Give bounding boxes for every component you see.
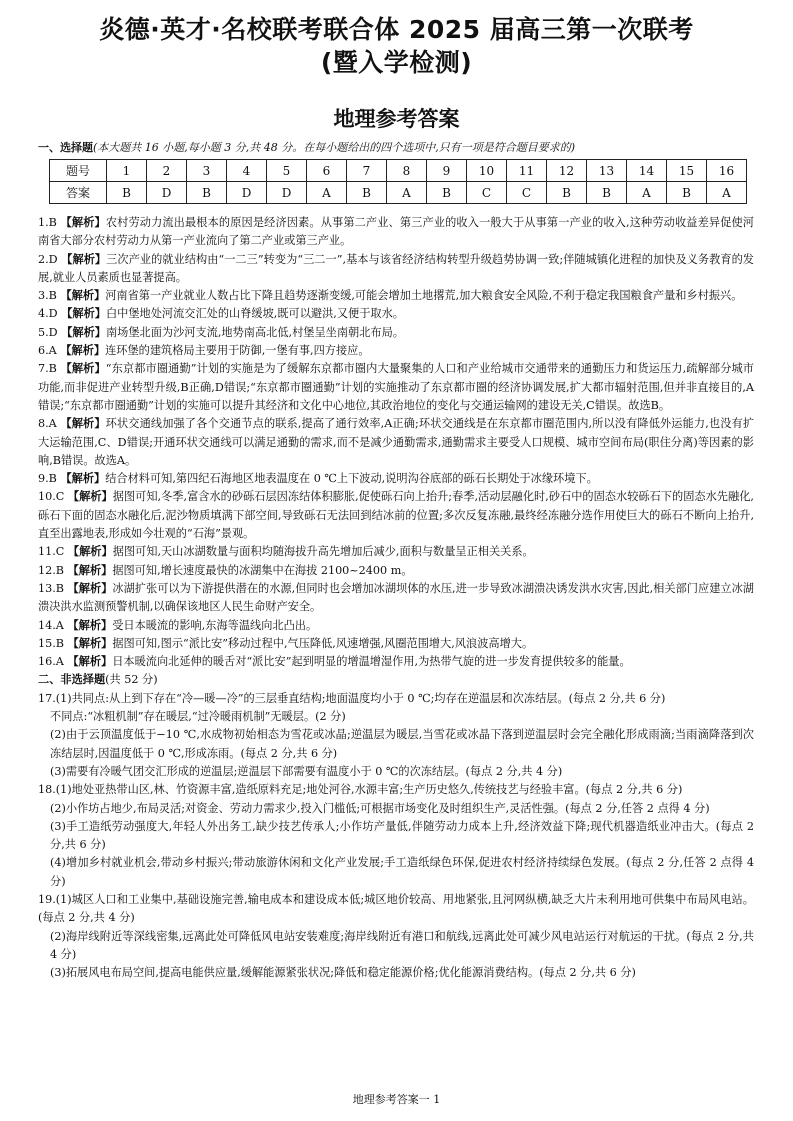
section-2-heading xyxy=(38,671,754,689)
answer-cell: D xyxy=(227,182,267,204)
explanation-text: 环状交通线加强了各个交通节点的联系,提高了通行效率,A正确;环状交通线是在东京都市圈范围内,所以没有降低外运能力,也没有扩大运输范围,C、D错误;开通环状交通线可以满足通勤的需求,而不是减少通勤需求,通勤需求主要受人口规模、城市空间布局(职住分离)等因素的影响,B错误。故选A。 xyxy=(38,417,755,467)
answer-text: (1)地处亚热带山区,林、竹资源丰富,造纸原料充足;地处河谷,水源丰富;生产历史悠久,传统技艺与经验丰富。(每点 2 分,共 6 分) xyxy=(55,783,683,797)
explanation-item xyxy=(38,562,754,580)
answer-table xyxy=(49,159,747,204)
answer-cell: B xyxy=(547,182,587,204)
explanation-text: 农村劳动力流出最根本的原因是经济因素。从事第二产业、第三产业的收入一般大于从事第一产业的收入,这种劳动收益差异促使河南省大部分农村劳动力从第一产业流向了第二产业或第三产业。 xyxy=(38,216,754,248)
question-number: 17. xyxy=(38,691,56,705)
explanation-text: 南场堡北面为沙河支流,地势南高北低,村堡呈坐南朝北布局。 xyxy=(105,325,404,339)
question-number: 7 xyxy=(347,160,387,182)
answer-cell: B xyxy=(347,182,387,204)
explanation-text: 白中堡地处河流交汇处的山脊缓坡,既可以避洪,又便于取水。 xyxy=(105,307,404,321)
answer-key: 16.A xyxy=(38,655,68,669)
answer-text: (3)拓展风电布局空间,提高电能供应量,缓解能源紧张状况;降低和稳定能源价格;优化能源消费结构。(每点 2 分,共 6 分) xyxy=(50,966,636,980)
question-17-answer xyxy=(38,690,754,781)
explanation-text: 河南省第一产业就业人数占比下降且趋势逐渐变缓,可能会增加土地撂荒,加大粮食安全风险,不利于稳定我国粮食产量和乡村振兴。 xyxy=(105,289,743,303)
explanation-item xyxy=(38,470,754,488)
explanation-item xyxy=(38,617,754,635)
analysis-tag: 【解析】 xyxy=(60,417,106,431)
answer-text: (3)手工造纸劳动强度大,年轻人外出务工,缺少技艺传承人;小作坊产量低,伴随劳动力成本上升,经济效益下降;现代机器造纸业冲击大。(每点 2 分,共 6 分) xyxy=(50,819,754,852)
explanation-text: 据图可知,增长速度最快的冰湖集中在海拔 2100~2400 m。 xyxy=(112,563,413,577)
answer-text: (1)城区人口和工业集中,基础设施完善,输电成本和建设成本低;城区地价较高、用地紧张,且河网纵横,缺乏大片未利用地可供集中布局风电站。(每点 2 分,共 4 分) xyxy=(38,892,754,925)
answer-text: (3)需要有冷暖气团交汇形成的逆温层;逆温层下部需要有温度小于 0 ℃的次冻结层。(每点 2 分,共 4 分) xyxy=(50,764,563,778)
answer-cell: D xyxy=(267,182,307,204)
answer-cell: A xyxy=(627,182,667,204)
section-1-desc: (本大题共 16 小题,每小题 3 分,共 48 分。在每小题给出的四个选项中,只有一项是符合题目要求的) xyxy=(93,141,576,154)
answer-text: (2)海岸线附近等深线密集,远离此处可降低风电站安装难度;海岸线附近有港口和航线,远离此处可减少风电站运行对航运的干扰。(每点 2 分,共 4 分) xyxy=(50,929,754,961)
question-number-row xyxy=(50,160,747,182)
analysis-tag: 【解析】 xyxy=(67,636,113,650)
answer-cell: B xyxy=(587,182,627,204)
mcq-explanation-list xyxy=(38,214,754,671)
answer-cell: A xyxy=(387,182,427,204)
question-number: 1 xyxy=(107,160,147,182)
answer-text: (1)共同点:从上到下存在“冷—暖—冷”的三层垂直结构;地面温度均小于 0 ℃;均存在逆温层和次冻结层。(每点 2 分,共 6 分) xyxy=(55,691,666,705)
answer-line xyxy=(38,781,754,799)
explanation-text: 日本暖流向北延伸的暖舌对“派比安”起到明显的增温增湿作用,为热带气旋的进一步发育提供较多的能量。 xyxy=(112,655,631,669)
answer-cell: A xyxy=(307,182,347,204)
explanation-item xyxy=(38,324,754,342)
analysis-tag: 【解析】 xyxy=(67,490,113,504)
answer-line xyxy=(38,964,754,982)
answer-cell: A xyxy=(707,182,747,204)
analysis-tag: 【解析】 xyxy=(61,325,106,339)
analysis-tag: 【解析】 xyxy=(67,618,113,632)
answer-key: 4.D xyxy=(38,307,62,321)
explanations xyxy=(38,214,754,982)
row-label-answer: 答案 xyxy=(50,182,107,204)
question-number: 8 xyxy=(387,160,427,182)
explanation-item xyxy=(38,360,754,415)
answer-cell: C xyxy=(467,182,507,204)
question-number: 3 xyxy=(187,160,227,182)
analysis-tag: 【解析】 xyxy=(60,472,106,486)
answer-key: 2.D xyxy=(38,252,62,266)
analysis-tag: 【解析】 xyxy=(67,655,113,669)
answer-key: 14.A xyxy=(38,618,68,632)
answer-key: 6.A xyxy=(38,344,61,358)
answer-row xyxy=(50,182,747,204)
section-1-heading xyxy=(38,140,575,155)
answer-key: 7.B xyxy=(38,362,61,376)
answer-key: 13.B xyxy=(38,581,68,595)
explanation-text: 据图可知,天山冰湖数量与面积均随海拔升高先增加后减少,面积与数量呈正相关关系。 xyxy=(112,545,534,559)
answer-line xyxy=(38,690,754,708)
analysis-tag: 【解析】 xyxy=(61,307,106,321)
explanation-text: “东京都市圈通勤”计划的实施是为了缓解东京都市圈内大量聚集的人口和产业给城市交通带来的通勤压力和货运压力,疏解部分城市功能,而非促进产业转型升级,B正确,D错误;“东京都市圈通勤”计划的实施推动了东京都市圈的经济协调发展,扩大都市辐射范围,但并非直接目的,A错误;“东京都市圈通勤”计划的实施可以提升其经济和文化中心地位,其政治地位的变化与交通运输网的建设无关,C错误。故选B。 xyxy=(38,362,754,412)
explanation-item xyxy=(38,580,754,617)
answer-cell: B xyxy=(427,182,467,204)
exam-title: 炎德·英才·名校联考联合体 2025 届高三第一次联考 xyxy=(99,15,694,44)
question-number: 6 xyxy=(307,160,347,182)
answer-key: 8.A xyxy=(38,417,61,431)
answer-key: 12.B xyxy=(38,563,68,577)
analysis-tag: 【解析】 xyxy=(60,289,106,303)
row-label-question: 题号 xyxy=(50,160,107,182)
answer-key: 3.B xyxy=(38,289,61,303)
explanation-text: 连环堡的建筑格局主要用于防御,一堡有事,四方接应。 xyxy=(105,344,370,358)
answer-text: (2)小作坊占地少,布局灵活;对资金、劳动力需求少,投入门槛低;可根据市场变化及时组织生产,灵活性强。(每点 2 分,任答 2 点得 4 分) xyxy=(50,801,710,815)
analysis-tag: 【解析】 xyxy=(60,344,106,358)
explanation-item xyxy=(38,415,754,470)
question-19-answer xyxy=(38,891,754,982)
answer-key: 15.B xyxy=(38,636,68,650)
question-number: 19. xyxy=(38,892,56,906)
analysis-tag: 【解析】 xyxy=(61,252,107,266)
explanation-text: 受日本暖流的影响,东海等温线向北凸出。 xyxy=(112,618,318,632)
explanation-item xyxy=(38,488,754,543)
answer-cell: B xyxy=(107,182,147,204)
answer-cell: C xyxy=(507,182,547,204)
section-2-desc: (共 52 分) xyxy=(105,673,158,687)
section-1-label: 一、选择题 xyxy=(38,141,93,154)
answer-cell: B xyxy=(187,182,227,204)
section-2-label: 二、非选择题 xyxy=(38,673,106,687)
explanation-text: 据图可知,冬季,富含水的砂砾石层因冻结体积膨胀,促使砾石向上抬升;春季,活动层融化时,砂石中的固态水较砾石下的固态水先融化,砾石下面的固态水融化后,泥沙物质填满下部空间,导致砾石无法回到结冰前的位置;多次反复冻融,最终经冻融分选作用使巨大的砾石不断向上抬升,直至出露地表,形成如今壮观的“石海”景观。 xyxy=(38,490,754,541)
answer-line xyxy=(38,763,754,781)
answer-cell: D xyxy=(147,182,187,204)
answer-line xyxy=(38,818,754,855)
explanation-item xyxy=(38,251,754,288)
explanation-item xyxy=(38,305,754,323)
answer-key: 9.B xyxy=(38,472,61,486)
question-18-answer xyxy=(38,781,754,891)
answer-key: 10.C xyxy=(38,490,68,504)
question-number: 16 xyxy=(707,160,747,182)
question-number: 11 xyxy=(507,160,547,182)
explanation-item xyxy=(38,342,754,360)
answer-cell: B xyxy=(667,182,707,204)
question-number: 5 xyxy=(267,160,307,182)
answer-text: (2)由于云顶温度低于−10 ℃,水成物初始相态为雪花或冰晶;逆温层为暖层,当雪花或冰晶下落到逆温层时会完全融化形成雨滴;当雨滴降落到次冻结层时,因温度低于 0 ℃,形成冻雨。(每点 2 分,共 6 分) xyxy=(50,728,754,760)
answer-key: 5.D xyxy=(38,325,62,339)
explanation-item xyxy=(38,287,754,305)
answer-text: 不同点:“冰粗机制”存在暖层,“过冷暖雨机制”无暖层。(2 分) xyxy=(50,710,346,724)
explanation-text: 据图可知,图示“派比安”移动过程中,气压降低,风速增强,风圈范围增大,风浪波高增大。 xyxy=(112,636,534,650)
question-number: 12 xyxy=(547,160,587,182)
question-number: 10 xyxy=(467,160,507,182)
analysis-tag: 【解析】 xyxy=(67,545,113,559)
answer-line xyxy=(38,800,754,818)
analysis-tag: 【解析】 xyxy=(67,563,113,577)
answer-key: 1.B xyxy=(38,216,61,229)
explanation-item xyxy=(38,543,754,561)
answer-key: 11.C xyxy=(38,545,68,559)
question-number: 18. xyxy=(38,783,56,797)
answer-line xyxy=(38,708,754,726)
answer-line xyxy=(38,928,754,965)
explanation-text: 冰湖扩张可以为下游提供潜在的水源,但同时也会增加冰湖坝体的水压,进一步导致冰湖溃决诱发洪水灾害,因此,相关部门应建立冰湖溃决洪水监测预警机制,以确保该地区人民生命财产安全。 xyxy=(38,581,754,614)
analysis-tag: 【解析】 xyxy=(60,362,106,376)
answer-text: (4)增加乡村就业机会,带动乡村振兴;带动旅游休闲和文化产业发展;手工造纸绿色环保,促进农村经济持续绿色发展。(每点 2 分,任答 2 点得 4 分) xyxy=(50,856,754,888)
question-number: 15 xyxy=(667,160,707,182)
question-number: 13 xyxy=(587,160,627,182)
answer-line xyxy=(38,854,754,891)
question-number: 4 xyxy=(227,160,267,182)
explanation-text: 结合材料可知,第四纪石海地区地表温度在 0 ℃上下波动,说明沟谷底部的砾石长期处于冰缘环境下。 xyxy=(105,472,598,486)
page-title: 地理参考答案 xyxy=(333,107,460,131)
page-footer: 地理参考答案一 1 xyxy=(352,1093,441,1106)
question-number: 9 xyxy=(427,160,467,182)
explanation-item xyxy=(38,635,754,653)
explanation-text: 三次产业的就业结构由“一二三”转变为“三二一”,基本与该省经济结构转型升级趋势协调一致;伴随城镇化进程的加快及义务教育的发展,就业人员素质也显著提高。 xyxy=(38,252,754,284)
analysis-tag: 【解析】 xyxy=(60,216,106,229)
analysis-tag: 【解析】 xyxy=(67,581,113,595)
explanation-item xyxy=(38,214,754,251)
question-number: 14 xyxy=(627,160,667,182)
explanation-item xyxy=(38,653,754,671)
answer-line xyxy=(38,891,754,928)
exam-title-sub: (暨入学检测) xyxy=(320,48,473,77)
answer-line xyxy=(38,726,754,763)
question-number: 2 xyxy=(147,160,187,182)
